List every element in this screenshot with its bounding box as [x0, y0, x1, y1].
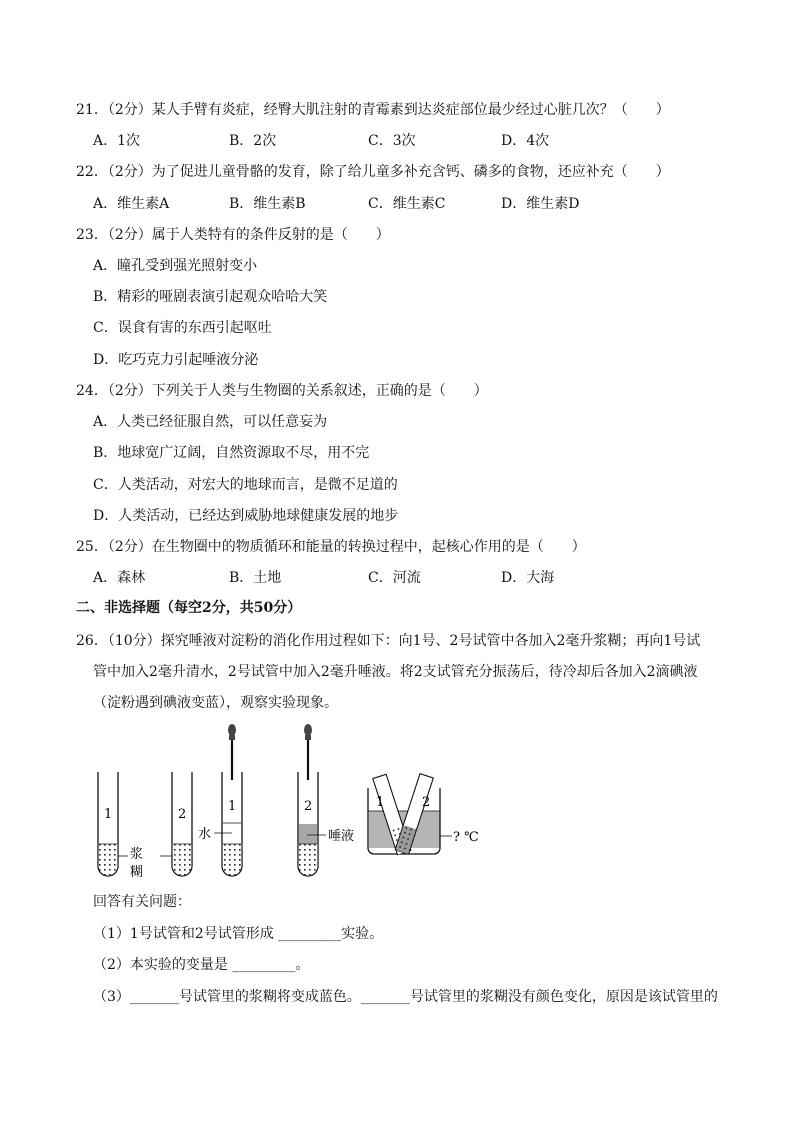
question-24-option-c: C．人类活动，对宏大的地球而言，是微不足道的 [93, 477, 398, 493]
question-22-option-c: C．维生素C [368, 196, 446, 212]
tube-2-saliva-number: 2 [304, 799, 313, 814]
sub-question-3: （3）_______号试管里的浆糊将变成蓝色。_______号试管里的浆糊没有颜色变化，原因是该试管里的 [93, 989, 718, 1005]
question-24-option-a: A．人类已经征服自然，可以任意妄为 [93, 414, 328, 430]
beaker-tube-1-number: 1 [376, 795, 385, 810]
question-23-option-a: A．瞳孔受到强光照射变小 [93, 258, 258, 274]
question-22-option-b: B．维生素B [229, 196, 306, 212]
question-22-option-a: A．维生素A [93, 196, 170, 212]
question-26-line-1: 26．（10分）探究唾液对淀粉的消化作用过程如下：向1号、2号试管中各加入2毫升浆糊；再向1号试 [76, 633, 701, 649]
question-22-option-d: D．维生素D [501, 196, 580, 212]
question-21-option-a: A．1次 [93, 133, 141, 149]
question-25-option-c: C．河流 [368, 570, 421, 586]
question-22-stem: 22．（2分）为了促进儿童骨骼的发育，除了给儿童多补充含钙、磷多的食物，还应补充（ ） [76, 164, 670, 180]
water-bath-beaker [368, 774, 479, 855]
question-24-stem: 24．（2分）下列关于人类与生物圈的关系叙述，正确的是（ ） [76, 383, 488, 399]
label-saliva: 唾液 [328, 829, 355, 844]
question-26-line-2: 管中加入2毫升清水，2号试管中加入2毫升唾液。将2支试管充分振荡后，待冷却后各加入2滴碘液 [93, 664, 698, 680]
question-23-option-d: D．吃巧克力引起唾液分泌 [93, 352, 259, 368]
tube-1-water [198, 724, 242, 876]
question-21-option-c: C．3次 [368, 133, 416, 149]
question-25-stem: 25．（2分）在生物圈中的物质循环和能量的转换过程中，起核心作用的是（ ） [76, 539, 586, 555]
dropper-icon [228, 724, 236, 780]
question-23-option-c: C．误食有害的东西引起呕吐 [93, 320, 272, 336]
question-23-stem: 23．（2分）属于人类特有的条件反射的是（ ） [76, 227, 390, 243]
question-21-option-d: D．4次 [501, 133, 550, 149]
question-25-option-a: A．森林 [93, 570, 146, 586]
tube-2-number: 2 [178, 807, 187, 822]
label-water: 水 [198, 827, 212, 842]
sub-question-1: （1）1号试管和2号试管形成 _________实验。 [93, 926, 384, 942]
tube-1-water-number: 1 [228, 799, 237, 814]
label-paste-1: 浆 [130, 847, 144, 862]
beaker-tube-2-number: 2 [422, 795, 431, 810]
sub-question-2: （2）本实验的变量是 _________。 [93, 957, 310, 973]
question-23-option-b: B．精彩的哑剧表演引起观众哈哈大笑 [93, 289, 328, 305]
label-paste-2: 糊 [130, 865, 144, 880]
label-temperature: ? ℃ [453, 830, 479, 845]
question-21-stem: 21．（2分）某人手臂有炎症，经臀大肌注射的青霉素到达炎症部位最少经过心脏几次？（ ） [76, 102, 670, 118]
question-26-line-3: （淀粉遇到碘液变蓝），观察实验现象。 [93, 695, 338, 711]
tube-2-paste [160, 772, 192, 876]
dropper-icon [304, 724, 312, 780]
tube-2-saliva [298, 724, 354, 876]
experiment-figure [88, 718, 508, 888]
tube-1-paste [98, 772, 143, 880]
question-21-option-b: B．2次 [229, 133, 277, 149]
question-25-option-b: B．土地 [229, 570, 282, 586]
question-24-option-d: D．人类活动，已经达到威胁地球健康发展的地步 [93, 508, 399, 524]
question-25-option-d: D．大海 [501, 570, 555, 586]
tube-1-number: 1 [104, 807, 113, 822]
answer-intro: 回答有关问题： [93, 894, 191, 910]
question-24-option-b: B．地球宽广辽阔，自然资源取不尽，用不完 [93, 445, 370, 461]
section-2-title: 二、非选择题（每空2分，共50分） [76, 600, 302, 616]
